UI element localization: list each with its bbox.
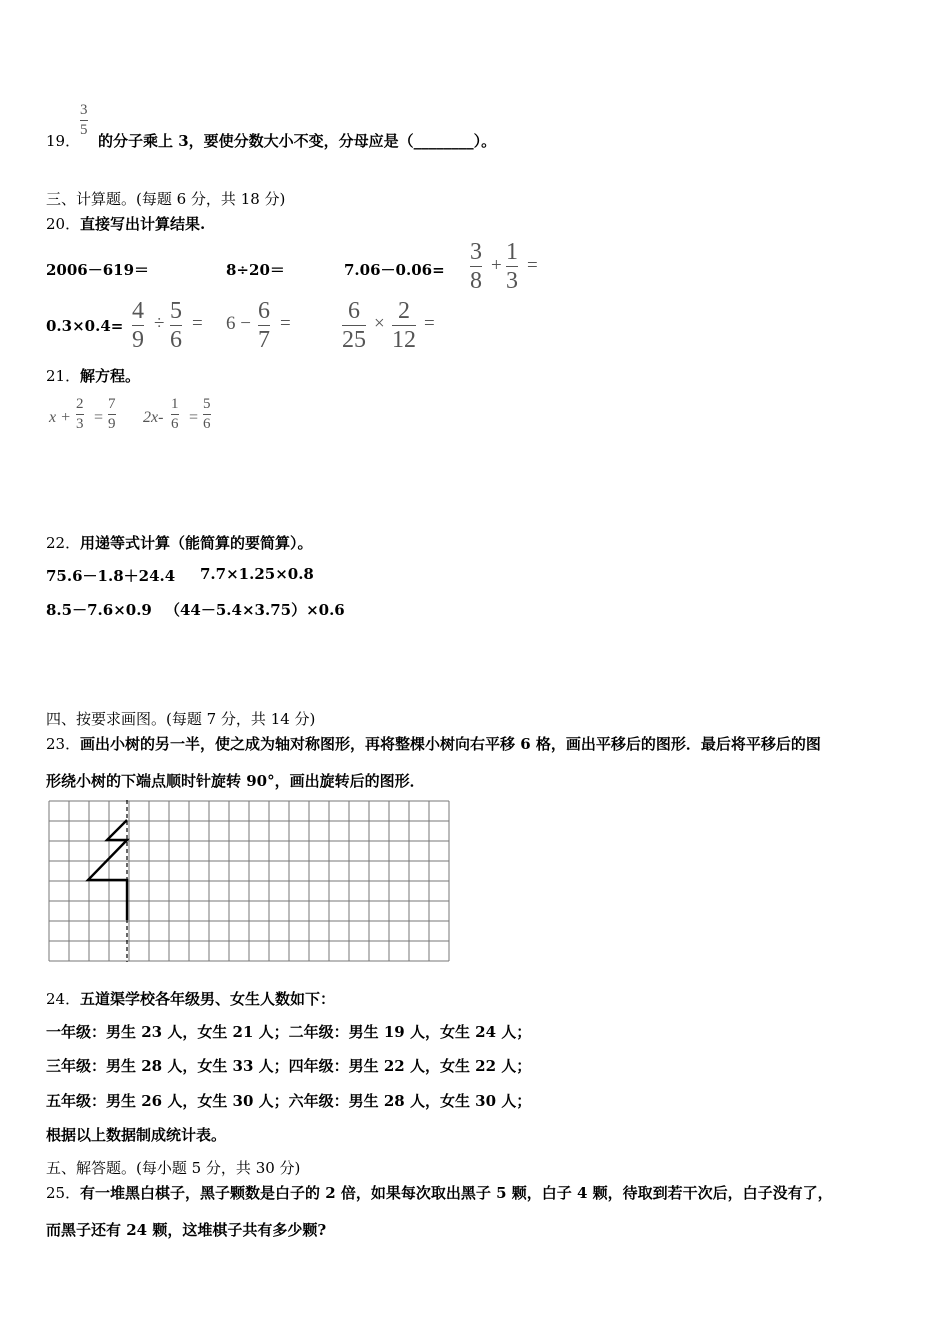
section-title-4: 四、按要求画图。(每题 7 分，共 14 分) xyxy=(46,710,316,728)
section-title-5: 五、解答题。(每小题 5 分，共 30 分) xyxy=(46,1159,301,1177)
question-text-cont: 形绕小树的下端点顺时针旋转 90°，画出旋转后的图形． xyxy=(46,772,425,790)
denominator: 7 xyxy=(258,327,270,353)
fraction xyxy=(80,103,88,138)
equals: = xyxy=(188,409,199,426)
numerator: 2 xyxy=(398,298,410,324)
question-number: 25． xyxy=(46,1184,81,1202)
data-line: 五年级：男生 26 人，女生 30 人；六年级：男生 28 人，女生 30 人； xyxy=(46,1092,532,1110)
numerator: 1 xyxy=(506,239,518,265)
fraction xyxy=(108,397,116,432)
question-number: 22． xyxy=(46,534,81,552)
equals: = xyxy=(527,255,538,276)
fraction xyxy=(76,397,84,432)
question-text: 有一堆黑白棋子，黑子颗数是白子的 2 倍，如果每次取出黑子 5 颗，白子 4 颗，待取到若干次后，白子没有了， xyxy=(80,1184,833,1202)
calc-item: 8÷20＝ xyxy=(226,261,285,279)
lead-term: 2x- xyxy=(143,409,164,426)
question-text: 解方程。 xyxy=(80,367,141,385)
numerator: 5 xyxy=(170,298,182,324)
denominator: 8 xyxy=(470,268,482,294)
numerator: 2 xyxy=(76,396,84,412)
equals: = xyxy=(280,313,291,334)
equals: = xyxy=(93,409,104,426)
question-number: 20． xyxy=(46,215,81,233)
numerator: 1 xyxy=(171,396,179,412)
equals: = xyxy=(192,313,203,334)
calc-item: 8.5－7.6×0.9 xyxy=(46,601,152,619)
denominator: 12 xyxy=(392,327,416,353)
numerator: 7 xyxy=(108,396,116,412)
denominator: 9 xyxy=(132,327,144,353)
question-text: 直接写出计算结果. xyxy=(80,215,206,233)
calc-item: 2006－619＝ xyxy=(46,261,150,279)
data-line: 三年级：男生 28 人，女生 33 人；四年级：男生 22 人，女生 22 人； xyxy=(46,1057,532,1075)
fraction xyxy=(203,397,211,432)
numerator: 3 xyxy=(80,102,88,118)
question-number: 23． xyxy=(46,735,81,753)
calc-item: 7.06－0.06= xyxy=(344,261,445,279)
fraction xyxy=(171,397,179,432)
fraction xyxy=(258,299,270,352)
fraction xyxy=(132,299,144,352)
fraction xyxy=(342,299,366,352)
fraction xyxy=(392,299,416,352)
lead-term: x + xyxy=(49,409,71,426)
numerator: 5 xyxy=(203,396,211,412)
calc-item: （44－5.4×3.75）×0.6 xyxy=(165,601,345,619)
data-line: 根据以上数据制成统计表。 xyxy=(46,1126,227,1144)
question-text: 画出小树的另一半，使之成为轴对称图形，再将整棵小树向右平移 6 格，画出平移后的图形．最后将平移后的图 xyxy=(80,735,821,753)
lead-term: 6 − xyxy=(226,313,251,334)
section-title-3: 三、计算题。(每题 6 分，共 18 分) xyxy=(46,190,286,208)
denominator: 6 xyxy=(203,416,211,432)
fraction xyxy=(506,240,518,293)
calc-item: 0.3×0.4= xyxy=(46,317,124,335)
denominator: 25 xyxy=(342,327,366,353)
question-text-cont: 而黑子还有 24 颗，这堆棋子共有多少颗? xyxy=(46,1221,327,1239)
fraction xyxy=(170,299,182,352)
drawing-grid xyxy=(48,800,454,964)
numerator: 3 xyxy=(470,239,482,265)
denominator: 3 xyxy=(506,268,518,294)
numerator: 6 xyxy=(258,298,270,324)
operator: + xyxy=(491,255,502,276)
denominator: 9 xyxy=(108,416,116,432)
question-number: 24． xyxy=(46,990,81,1008)
numerator: 6 xyxy=(348,298,360,324)
question-number: 21． xyxy=(46,367,81,385)
calc-item: 7.7×1.25×0.8 xyxy=(200,565,314,583)
denominator: 3 xyxy=(76,416,84,432)
operator: ÷ xyxy=(154,313,165,334)
tree-half xyxy=(88,820,127,920)
denominator: 5 xyxy=(80,122,88,138)
question-text: 用递等式计算（能简算的要简算）。 xyxy=(80,534,313,552)
data-line: 一年级：男生 23 人，女生 21 人；二年级：男生 19 人，女生 24 人； xyxy=(46,1023,532,1041)
question-text: 的分子乘上 3，要使分数大小不变，分母应是（________）。 xyxy=(98,132,497,150)
calc-item: 75.6－1.8＋24.4 xyxy=(46,567,176,585)
denominator: 6 xyxy=(170,327,182,353)
denominator: 6 xyxy=(171,416,179,432)
question-number: 19． xyxy=(46,132,81,150)
question-text: 五道渠学校各年级男、女生人数如下： xyxy=(80,990,336,1008)
numerator: 4 xyxy=(132,298,144,324)
equals: = xyxy=(424,313,435,334)
operator: × xyxy=(374,313,385,334)
fraction xyxy=(470,240,482,293)
